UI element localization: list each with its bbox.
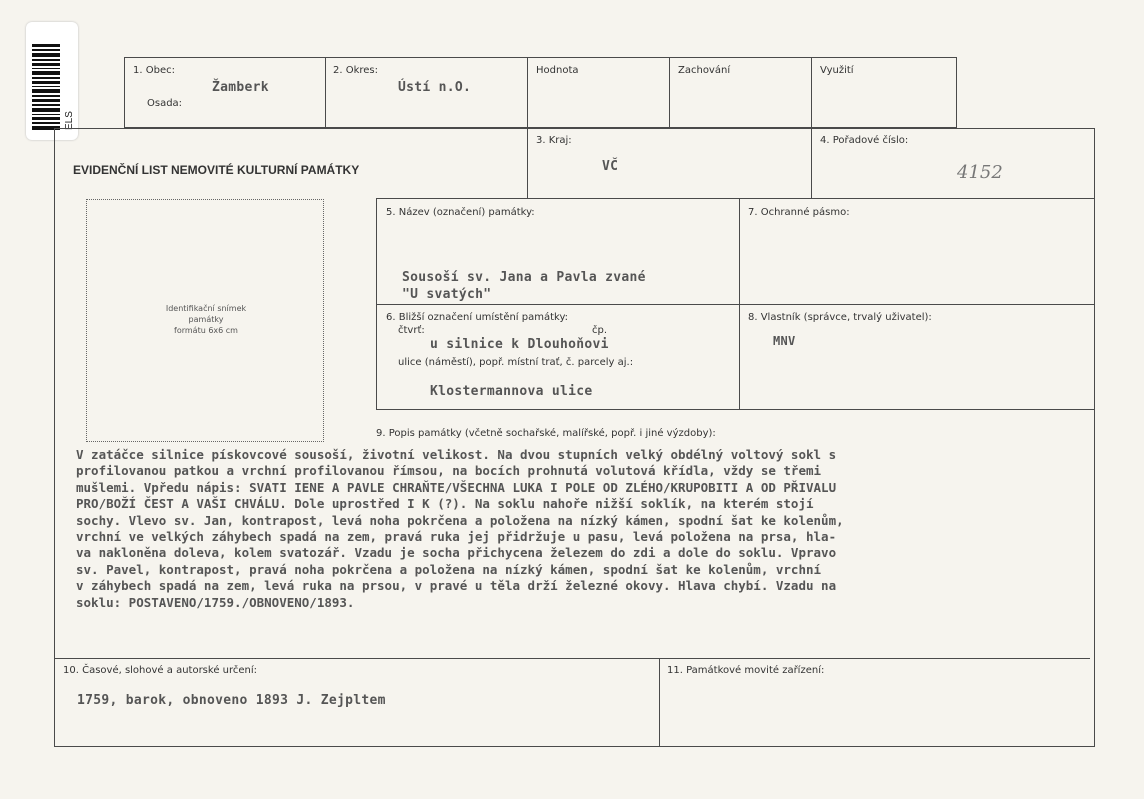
zachovani-label: Zachování (678, 65, 731, 76)
photo-placeholder (86, 199, 324, 442)
ochranne-pasmo-label: 7. Ochranné pásmo: (748, 207, 850, 218)
barcode-icon (32, 44, 60, 132)
urceni-value: 1759, barok, obnoveno 1893 J. Zejpltem (77, 693, 386, 708)
photo-caption-line2: památky (188, 315, 224, 324)
popis-line: v záhybech spadá na zem, levá ruka na prsou, v pravé u těla drží železné okovy. Hlava chybí. Vzadu na (76, 578, 837, 594)
popis-label: 9. Popis památky (včetně sochařské, malířské, popř. i jiné výzdoby): (376, 428, 716, 439)
hodnota-label: Hodnota (536, 65, 579, 76)
nazev-line2: "U svatých" (402, 287, 492, 302)
popis-text (76, 447, 1096, 611)
popis-line: V zatáčce silnice pískovcové sousoší, životní velikost. Na dvou stupních velký obdélný voltový sokl s (76, 447, 837, 462)
obec-value: Žamberk (212, 80, 269, 95)
popis-line: sochy. Vlevo sv. Jan, kontrapost, levá noha pokrčena a položena na nízký kámen, spodní šat ke kolenům, (76, 512, 844, 528)
popis-line: va nakloněna doleva, kolem svatozář. Vzadu je socha přichycena železem do zdi a dole do soklu. Vpravo (76, 545, 837, 561)
popis-line: PRO/BOŽÍ ČEST A VAŠI CHVÁLU. Dole uprostřed I K (?). Na soklu nahoře nižší soklík, na kterém stojí (76, 496, 814, 512)
okres-label: 2. Okres: (333, 65, 379, 76)
sticker-code: ELS (64, 111, 75, 130)
barcode-sticker (26, 22, 78, 140)
vlastnik-label: 8. Vlastník (správce, trvalý uživatel): (748, 312, 932, 323)
zarizeni-label: 11. Památkové movité zařízení: (667, 665, 825, 676)
photo-caption-line1: Identifikační snímek (165, 304, 247, 313)
umisteni-label: 6. Bližší označení umístění památky: (386, 312, 569, 323)
kraj-value: VČ (602, 159, 619, 174)
poradove-cislo-label: 4. Pořadové číslo: (820, 135, 909, 146)
cp-label: čp. (592, 325, 608, 336)
popis-line: soklu: POSTAVENO/1759./OBNOVENO/1893. (76, 594, 355, 610)
obec-label: 1. Obec: (133, 65, 175, 76)
ctvrt-value: u silnice k Dlouhoňovi (430, 337, 609, 352)
ulice-label: ulice (náměstí), popř. místní trať, č. parcely aj.: (398, 357, 634, 368)
photo-caption-line3: formátu 6x6 cm (174, 326, 238, 335)
ulice-value: Klostermannova ulice (430, 384, 593, 399)
popis-line: vrchní ve velkých záhybech spadá na zem, pravá ruka jej přidržuje u pasu, levá položena na prsa, hla- (76, 529, 837, 545)
popis-line: sv. Pavel, kontrapost, pravá noha pokrčena a položena na nízký kámen, spodní šat ke kolenům, vrchní (76, 561, 822, 577)
okres-value: Ústí n.O. (398, 80, 472, 95)
vyuziti-label: Využití (820, 65, 854, 76)
ctvrt-label: čtvrť: (398, 325, 425, 336)
kraj-label: 3. Kraj: (536, 135, 572, 146)
urceni-label: 10. Časové, slohové a autorské určení: (63, 665, 258, 676)
popis-line: mušlemi. Vpředu nápis: SVATI IENE A PAVLE CHRAŇTE/VŠECHNA LUKA I POLE OD ZLÉHO/KRUPOBITI A OD PŘIVALU (76, 479, 837, 495)
nazev-label: 5. Název (označení) památky: (386, 207, 535, 218)
poradove-cislo-value: 4152 (957, 162, 1003, 183)
vlastnik-value: MNV (773, 334, 796, 348)
popis-line: profilovanou patkou a vrchní profilovanou římsou, na bocích prohnutá volutová křídla, vždy se třemi (76, 463, 822, 479)
osada-label: Osada: (147, 98, 183, 109)
document-title: EVIDENČNÍ LIST NEMOVITÉ KULTURNÍ PAMÁTKY (73, 163, 360, 177)
nazev-line1: Sousoší sv. Jana a Pavla zvané (402, 270, 646, 285)
